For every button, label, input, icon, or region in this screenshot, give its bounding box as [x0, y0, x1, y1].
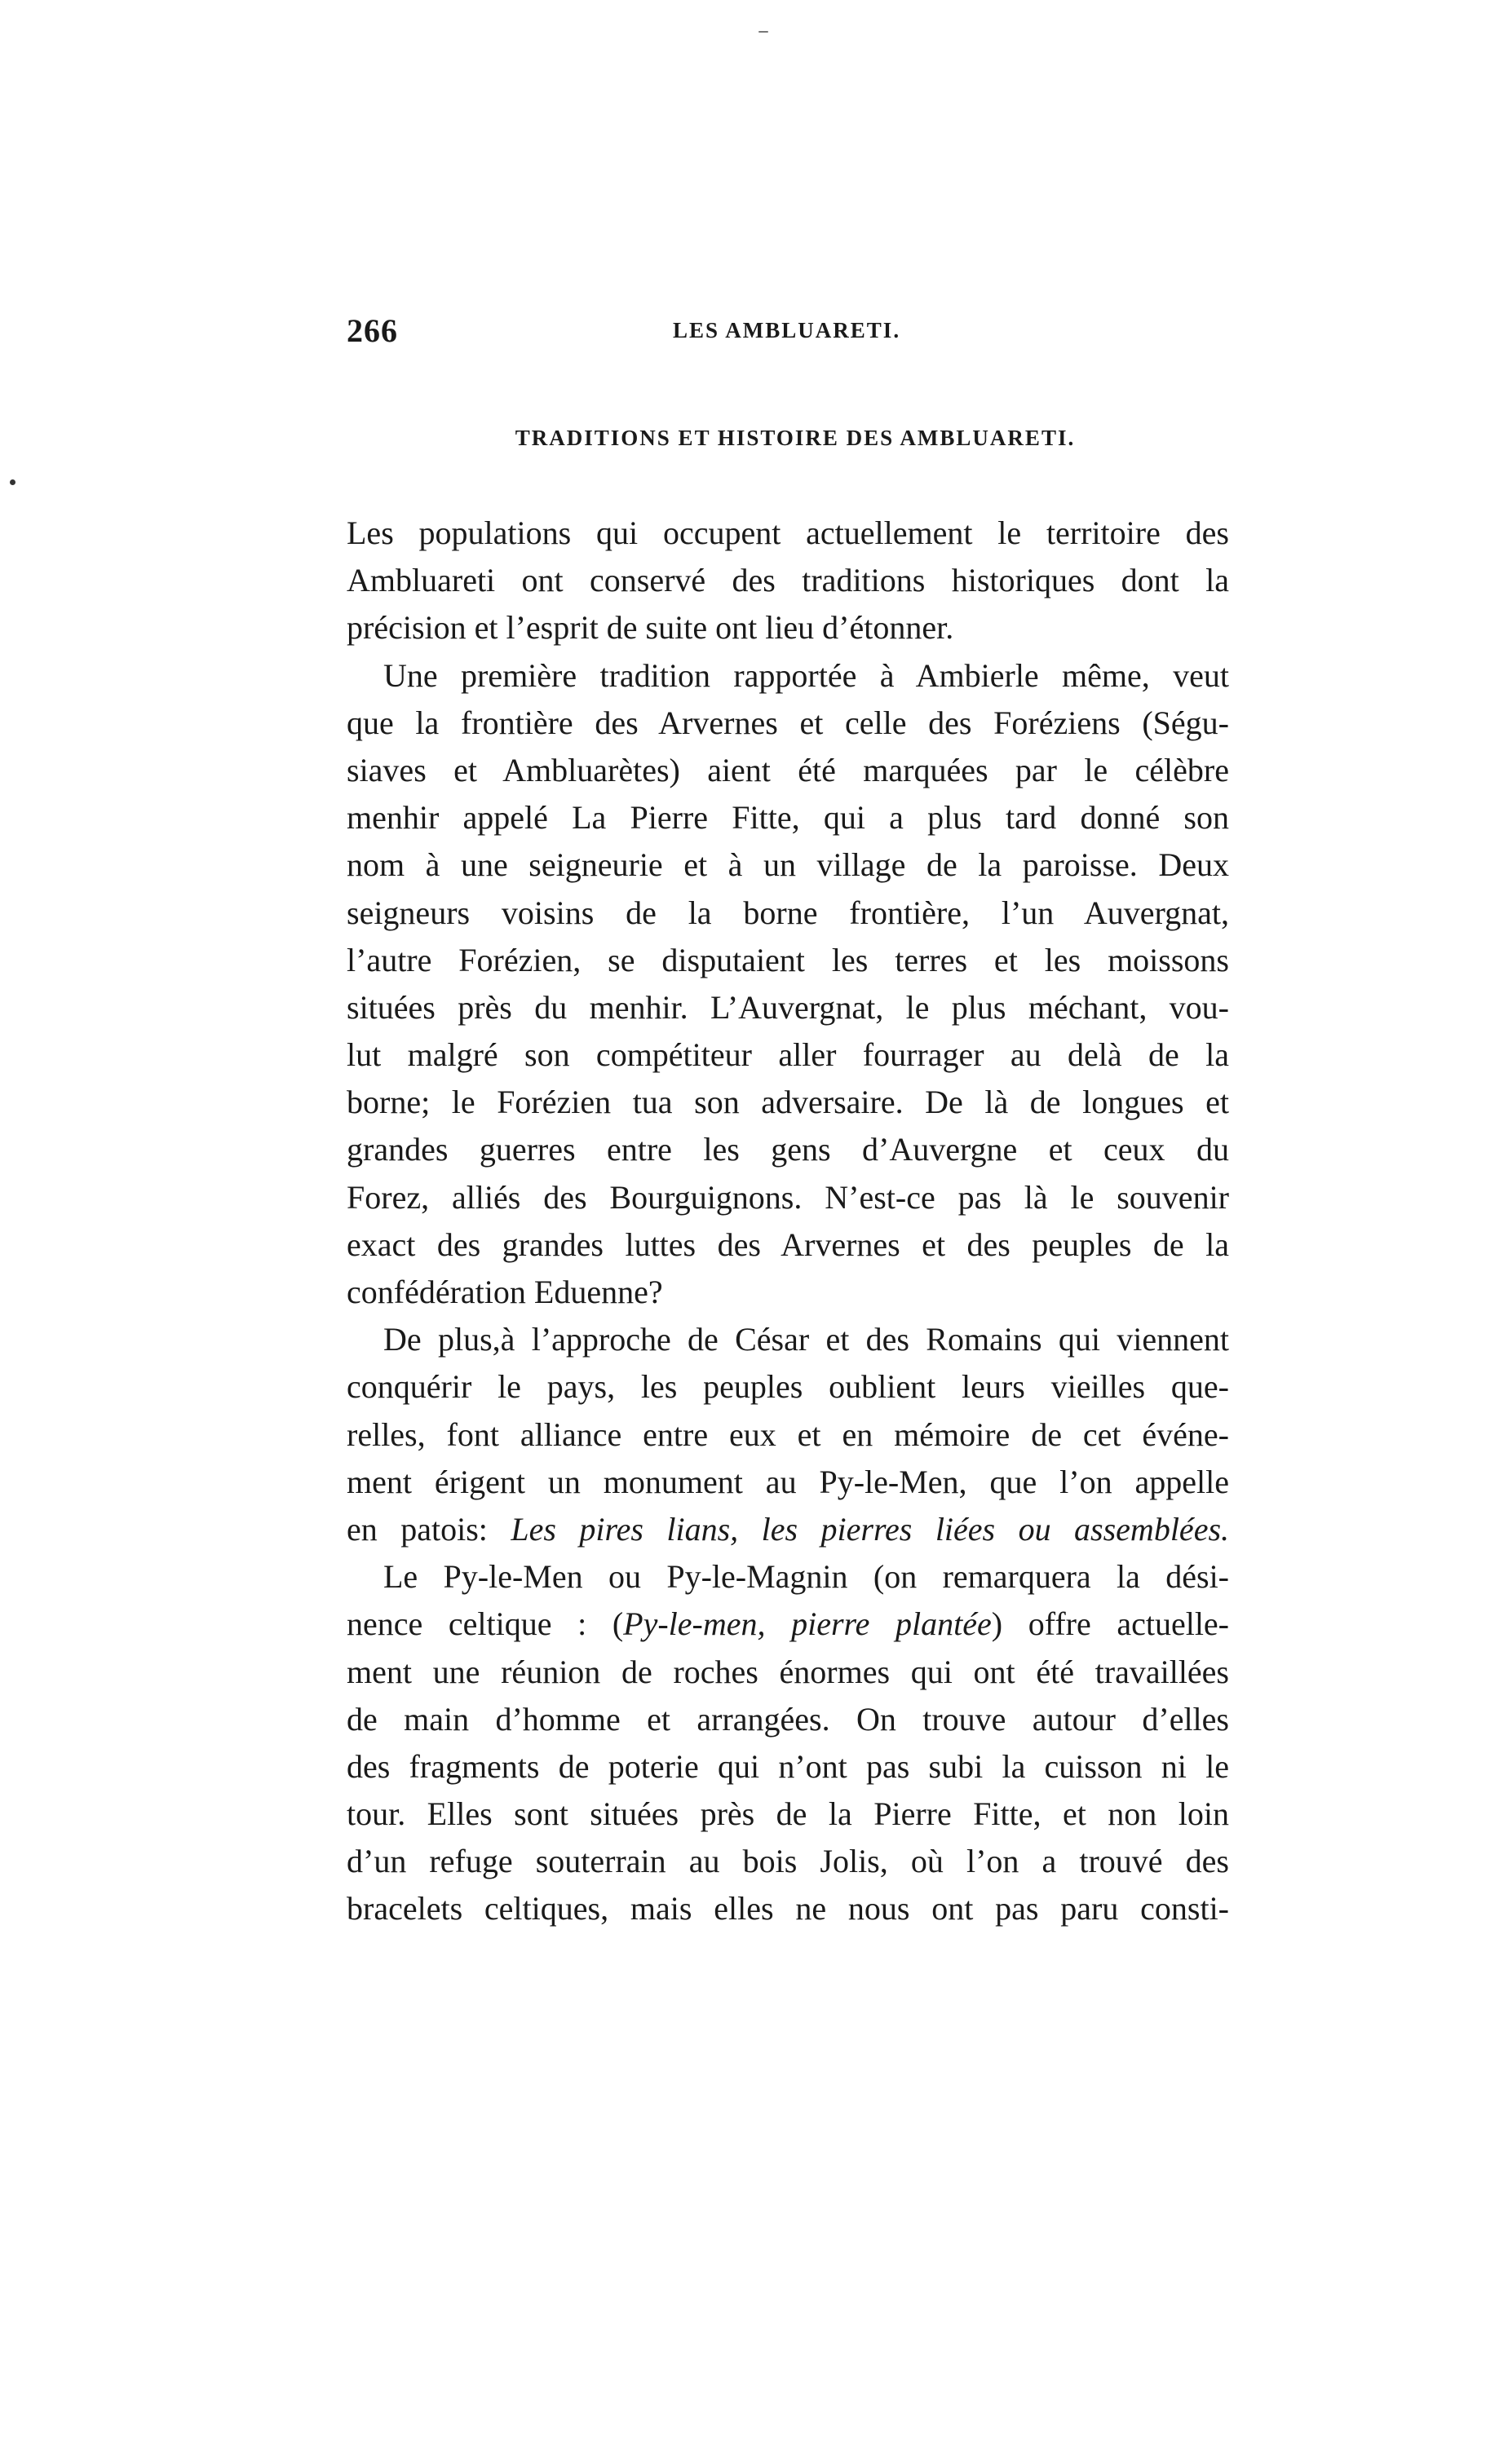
text-line: seigneurs voisins de la borne frontière, l’un Auvergnat, [347, 894, 1229, 931]
italic-phrase: Les pires lians, les pierres liées ou assemblées. [511, 1510, 1230, 1548]
text-line: Les populations qui occupent actuellement le territoire des [347, 514, 1229, 551]
text-line: relles, font alliance entre eux et en mémoire de cet événe- [347, 1415, 1229, 1453]
text-line: tour. Elles sont situées près de la Pierre Fitte, et non loin [347, 1795, 1229, 1833]
text-line: conquérir le pays, les peuples oublient leurs vieilles que- [347, 1368, 1229, 1406]
text-line: situées près du menhir. L’Auvergnat, le plus méchant, vou- [347, 988, 1229, 1026]
italic-phrase: Py-le-men, pierre plantée [623, 1605, 992, 1643]
running-title: LES AMBLUARETI. [673, 318, 901, 342]
text-line: précision et l’esprit de suite ont lieu d’étonner. [347, 609, 954, 647]
page-number: 266 [347, 312, 398, 349]
text-line: bracelets celtiques, mais elles ne nous ont pas paru consti- [347, 1890, 1229, 1927]
text-line: siaves et Ambluarètes) aient été marquées par le célèbre [347, 751, 1229, 788]
text-segment: offre actuelle- [1028, 1605, 1230, 1643]
paper-speck [10, 479, 15, 485]
text-line: menhir appelé La Pierre Fitte, qui a plus tard donné son [347, 799, 1229, 837]
paper-speck [758, 31, 768, 33]
text-line: grandes guerres entre les gens d’Auvergne et ceux du [347, 1131, 1229, 1168]
text-line: ment une réunion de roches énormes qui ont été travaillées [347, 1653, 1229, 1690]
text-line: borne; le Forézien tua son adversaire. De là de longues et [347, 1084, 1229, 1121]
text-line: Forez, alliés des Bourguignons. N’est-ce pas là le souvenir [347, 1178, 1229, 1216]
text-line: Le Py-le-Men ou Py-le-Magnin (on remarquera la dési- [383, 1558, 1229, 1596]
text-line: d’un refuge souterrain au bois Jolis, où l’on a trouvé des [347, 1843, 1229, 1880]
text-segment: en patois: [347, 1510, 488, 1548]
text-line: nence celtique : (Py-le-men, pierre plantée) offre actuelle- [347, 1605, 1230, 1643]
body-text [347, 510, 1229, 1933]
text-line: lut malgré son compétiteur aller fourrager au delà de la [347, 1036, 1229, 1074]
text-line: que la frontière des Arvernes et celle des Foréziens (Ségu- [347, 704, 1229, 741]
text-line: l’autre Forézien, se disputaient les terres et les moissons [347, 941, 1229, 978]
text-line: de main d’homme et arrangées. On trouve autour d’elles [347, 1700, 1229, 1738]
text-line: Ambluareti ont conservé des traditions historiques dont la [347, 562, 1229, 599]
text-line [347, 1506, 1229, 1553]
text-line: Une première tradition rapportée à Ambierle même, veut [383, 656, 1229, 694]
text-line: nom à une seigneurie et à un village de la paroisse. Deux [347, 846, 1229, 884]
text-line: des fragments de poterie qui n’ont pas subi la cuisson ni le [347, 1747, 1229, 1785]
text-segment: nence celtique : [347, 1605, 587, 1643]
text-line: De plus,à l’approche de César et des Romains qui viennent [383, 1321, 1229, 1358]
section-title: TRADITIONS ET HISTOIRE DES AMBLUARETI. [515, 426, 1076, 450]
running-head [347, 311, 1244, 360]
text-line: confédération Eduenne? [347, 1274, 663, 1310]
text-line: exact des grandes luttes des Arvernes et des peuples de la [347, 1225, 1229, 1263]
text-line: ment érigent un monument au Py-le-Men, que l’on appelle [347, 1463, 1229, 1500]
